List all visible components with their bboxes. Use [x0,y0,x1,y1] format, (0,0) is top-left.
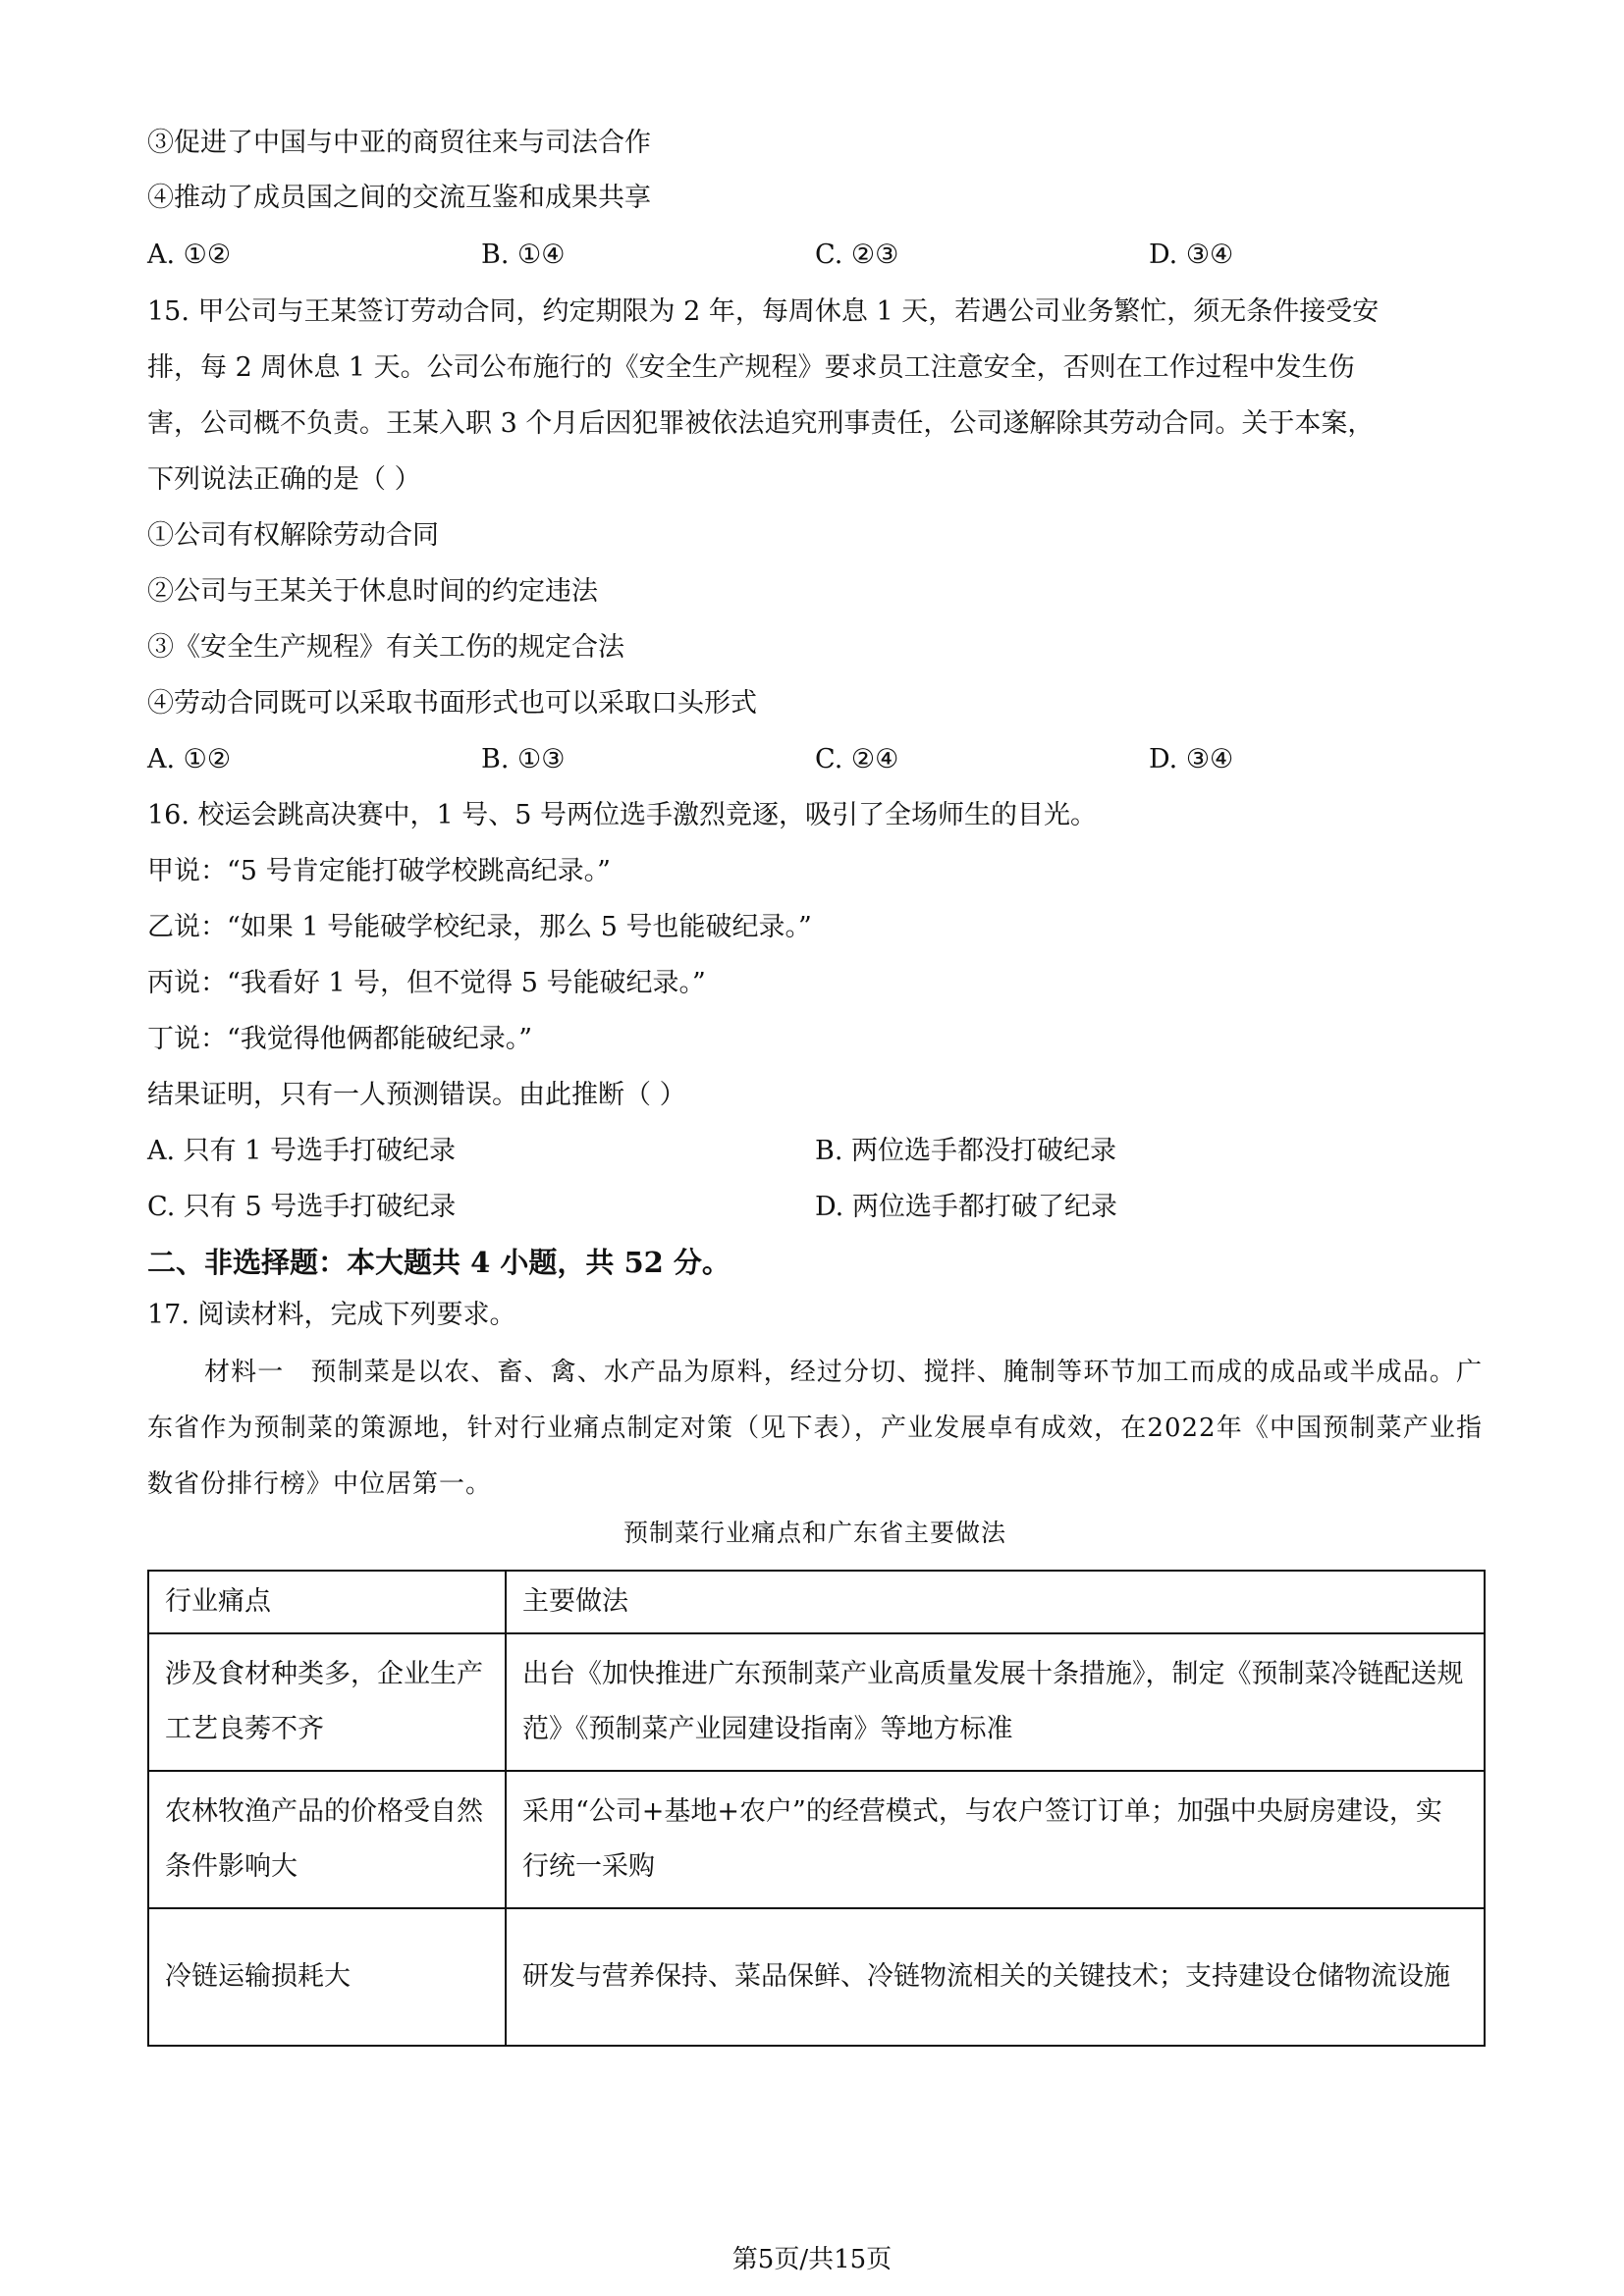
table-cell-pain-point: 农林牧渔产品的价格受自然条件影响大 [148,1771,506,1908]
table-cell-pain-point: 涉及食材种类多，企业生产工艺良莠不齐 [148,1633,506,1771]
q14-option-c: C. ②③ [815,240,899,270]
table-row [148,1771,1485,1908]
q16-conclusion: 结果证明，只有一人预测错误。由此推断（ ） [147,1080,686,1110]
material-1-text: 材料一 预制菜是以农、畜、禽、水产品为原料，经过分切、搅拌、腌制等环节加工而成的成品或半成品。广东省作为预制菜的策源地，针对行业痛点制定对策（见下表），产业发展卓有成效，在2022年《中国预制菜产业指数省份排行榜》中位居第一。 [147,1358,1483,1499]
q15-item-1: ①公司有权解除劳动合同 [147,520,439,551]
q16-option-b: B. 两位选手都没打破纪录 [815,1136,1117,1166]
section-heading: 二、非选择题：本大题共 4 小题，共 52 分。 [147,1246,731,1279]
q16-statement-2: 乙说：“如果 1 号能破学校纪录，那么 5 号也能破纪录。” [147,912,812,942]
q15-stem-line-1: 15. 甲公司与王某签订劳动合同，约定期限为 2 年，每周休息 1 天，若遇公司业务繁忙，须无条件接受安 [147,296,1380,327]
q14-item-4: ④推动了成员国之间的交流互鉴和成果共享 [147,183,651,213]
q16-statement-4: 丁说：“我觉得他俩都能破纪录。” [147,1024,533,1054]
pain-points-table [147,1570,1486,2047]
table-cell-pain-point: 冷链运输损耗大 [148,1908,506,2046]
table-cell-measure: 采用“公司+基地+农户”的经营模式，与农户签订订单；加强中央厨房建设，实行统一采购 [506,1771,1485,1908]
q15-item-2: ②公司与王某关于休息时间的约定违法 [147,576,598,607]
table-header-row [148,1571,1485,1633]
q16-option-a: A. 只有 1 号选手打破纪录 [147,1136,457,1166]
q17-stem: 17. 阅读材料，完成下列要求。 [147,1300,516,1330]
q14-option-b: B. ①④ [481,240,566,270]
page-number: 第5页/共15页 [731,2245,893,2274]
q16-statement-3: 丙说：“我看好 1 号，但不觉得 5 号能破纪录。” [147,968,706,998]
table-title: 预制菜行业痛点和广东省主要做法 [623,1519,1006,1547]
table-cell-measure: 出台《加快推进广东预制菜产业高质量发展十条措施》，制定《预制菜冷链配送规范》《预制菜产业园建设指南》等地方标准 [506,1633,1485,1771]
table-header-cell: 行业痛点 [148,1571,506,1633]
q17-material-1 [147,1345,1483,1513]
q16-stem: 16. 校运会跳高决赛中，1 号、5 号两位选手激烈竞逐，吸引了全场师生的目光。 [147,800,1098,830]
q15-item-3: ③《安全生产规程》有关工伤的规定合法 [147,632,624,663]
q15-option-c: C. ②④ [815,744,899,774]
table-row [148,1633,1485,1771]
table-row [148,1908,1485,2046]
q14-item-3: ③促进了中国与中亚的商贸往来与司法合作 [147,128,651,158]
q16-option-d: D. 两位选手都打破了纪录 [815,1192,1117,1222]
q16-statement-1: 甲说：“5 号肯定能打破学校跳高纪录。” [147,856,611,886]
q15-option-a: A. ①② [147,744,232,774]
q15-item-4: ④劳动合同既可以采取书面形式也可以采取口头形式 [147,688,757,719]
q15-stem-line-2: 排，每 2 周休息 1 天。公司公布施行的《安全生产规程》要求员工注意安全，否则在工作过程中发生伤 [147,352,1355,383]
q15-option-d: D. ③④ [1149,744,1234,774]
q16-option-c: C. 只有 5 号选手打破纪录 [147,1192,457,1222]
table-header-cell: 主要做法 [506,1571,1485,1633]
q14-option-a: A. ①② [147,240,232,270]
q15-option-b: B. ①③ [481,744,566,774]
q15-stem-line-4: 下列说法正确的是（ ） [147,464,421,495]
q15-stem-line-3: 害，公司概不负责。王某入职 3 个月后因犯罪被依法追究刑事责任，公司遂解除其劳动合同。关于本案， [147,408,1375,439]
table-cell-measure: 研发与营养保持、菜品保鲜、冷链物流相关的关键技术；支持建设仓储物流设施 [506,1908,1485,2046]
q14-option-d: D. ③④ [1149,240,1234,270]
